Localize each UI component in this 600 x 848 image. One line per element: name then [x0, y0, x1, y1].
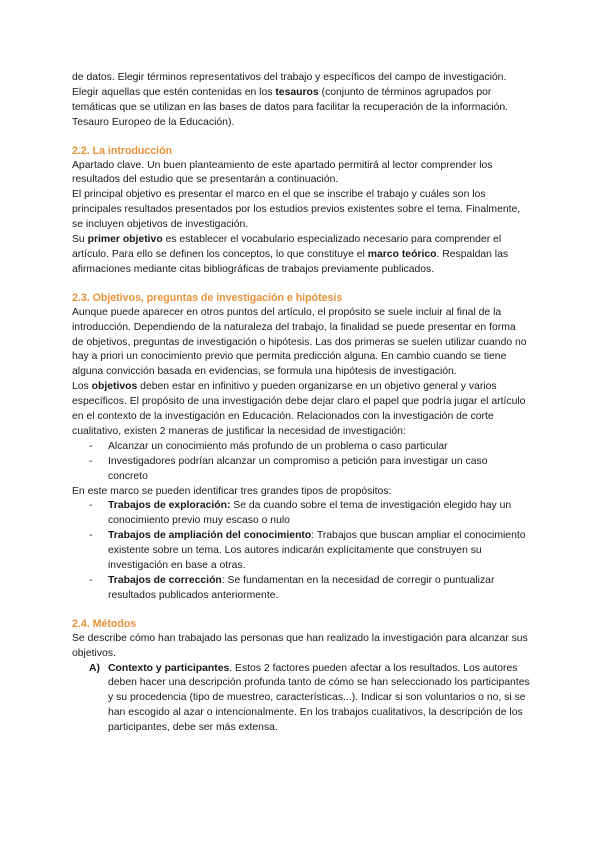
list-item: A) Contexto y participantes. Estos 2 factores pueden afectar a los resultados. Los autores deben hacer una descripción profunda tanto de cómo se han seleccionado los participantes y su procedencia (tipo de muestreo, características...). Indicar si son voluntarios o no, si se han escogido al azar o intencionalmente. En los trabajos cualitativos, la descripción de los participantes, debe ser más extensa. [89, 662, 530, 734]
list-item: - Alcanzar un conocimiento más profundo de un problema o caso particular [72, 440, 530, 455]
paragraph: Los objetivos deben estar en infinitivo y pueden organizarse en un objetivo general y varios específicos. El propósito de una investigación debe dejar claro el papel que podría jugar el artículo en el contexto de la investigación en Educación. Relacionados con la investigación de corte cualitativo, existen 2 maneras de justificar la necesidad de investigación: [72, 381, 526, 437]
section-heading-metodos: 2.4. Métodos [72, 617, 137, 630]
document-body [72, 71, 530, 736]
section-heading-introduccion: 2.2. La introducción [72, 144, 173, 157]
paragraph: Apartado clave. Un buen planteamiento de este apartado permitirá al lector comprender los resultados del estudio que se presentarán a continuación. [72, 159, 493, 186]
paragraph: Se describe cómo han trabajado las personas que han realizado la investigación para alcanzar sus objetivos. [72, 632, 528, 659]
list-item: - Investigadores podrían alcanzar un compromiso a petición para investigar un caso concreto [72, 455, 530, 485]
list-item: - Trabajos de exploración: Se da cuando sobre el tema de investigación elegido hay un conocimiento previo muy escaso o nulo [72, 499, 530, 529]
paragraph: El principal objetivo es presentar el marco en el que se inscribe el trabajo y cuáles son los principales resultados presentados por los estudios previos existentes sobre el tema. Finalmente, se incluyen objetivos de investigación. [72, 189, 521, 231]
lettered-list [72, 662, 530, 737]
paragraph: En este marco se pueden identificar tres grandes tipos de propósitos: [72, 485, 392, 497]
paragraph: Su primer objetivo es establecer el vocabulario especializado necesario para comprender el artículo. Para ello se definen los conceptos, lo que constituye el marco teórico. Respaldan las afirmaciones mediante citas bibliográficas de trabajos previamente publicados. [72, 234, 509, 275]
list-item: - Trabajos de corrección: Se fundamentan en la necesidad de corregir o puntualizar resultados publicados anteriormente. [72, 574, 530, 604]
dash-list [72, 440, 530, 485]
list-item: - Trabajos de ampliación del conocimiento: Trabajos que buscan ampliar el conocimiento existente sobre un tema. Los autores indicarán explícitamente que construyen su investigación en base a otras. [72, 529, 530, 574]
list-marker: A) [89, 662, 100, 674]
dash-list [72, 499, 530, 603]
paragraph: Aunque puede aparecer en otros puntos del artículo, el propósito se suele incluir al final de la introducción. Dependiendo de la naturaleza del trabajo, la finalidad se puede presentar en forma de objetivos, preguntas de investigación o hipótesis. Las dos primeras se suelen utilizar cuando no hay a priori un conocimiento previo que permita predicción alguna. En cambio cuando se tiene alguna convicción basada en evidencias, se formula una hipótesis de investigación. [72, 306, 527, 378]
section-heading-objetivos: 2.3. Objetivos, preguntas de investigación e hipótesis [72, 291, 343, 304]
paragraph: de datos. Elegir términos representativos del trabajo y específicos del campo de investigación. Elegir aquellas que estén contenidas en los tesauros (conjunto de términos agrupados por temáticas que se utilizan en las bases de datos para facilitar la recuperación de la información. Tesauro Europeo de la Educación). [72, 72, 509, 128]
